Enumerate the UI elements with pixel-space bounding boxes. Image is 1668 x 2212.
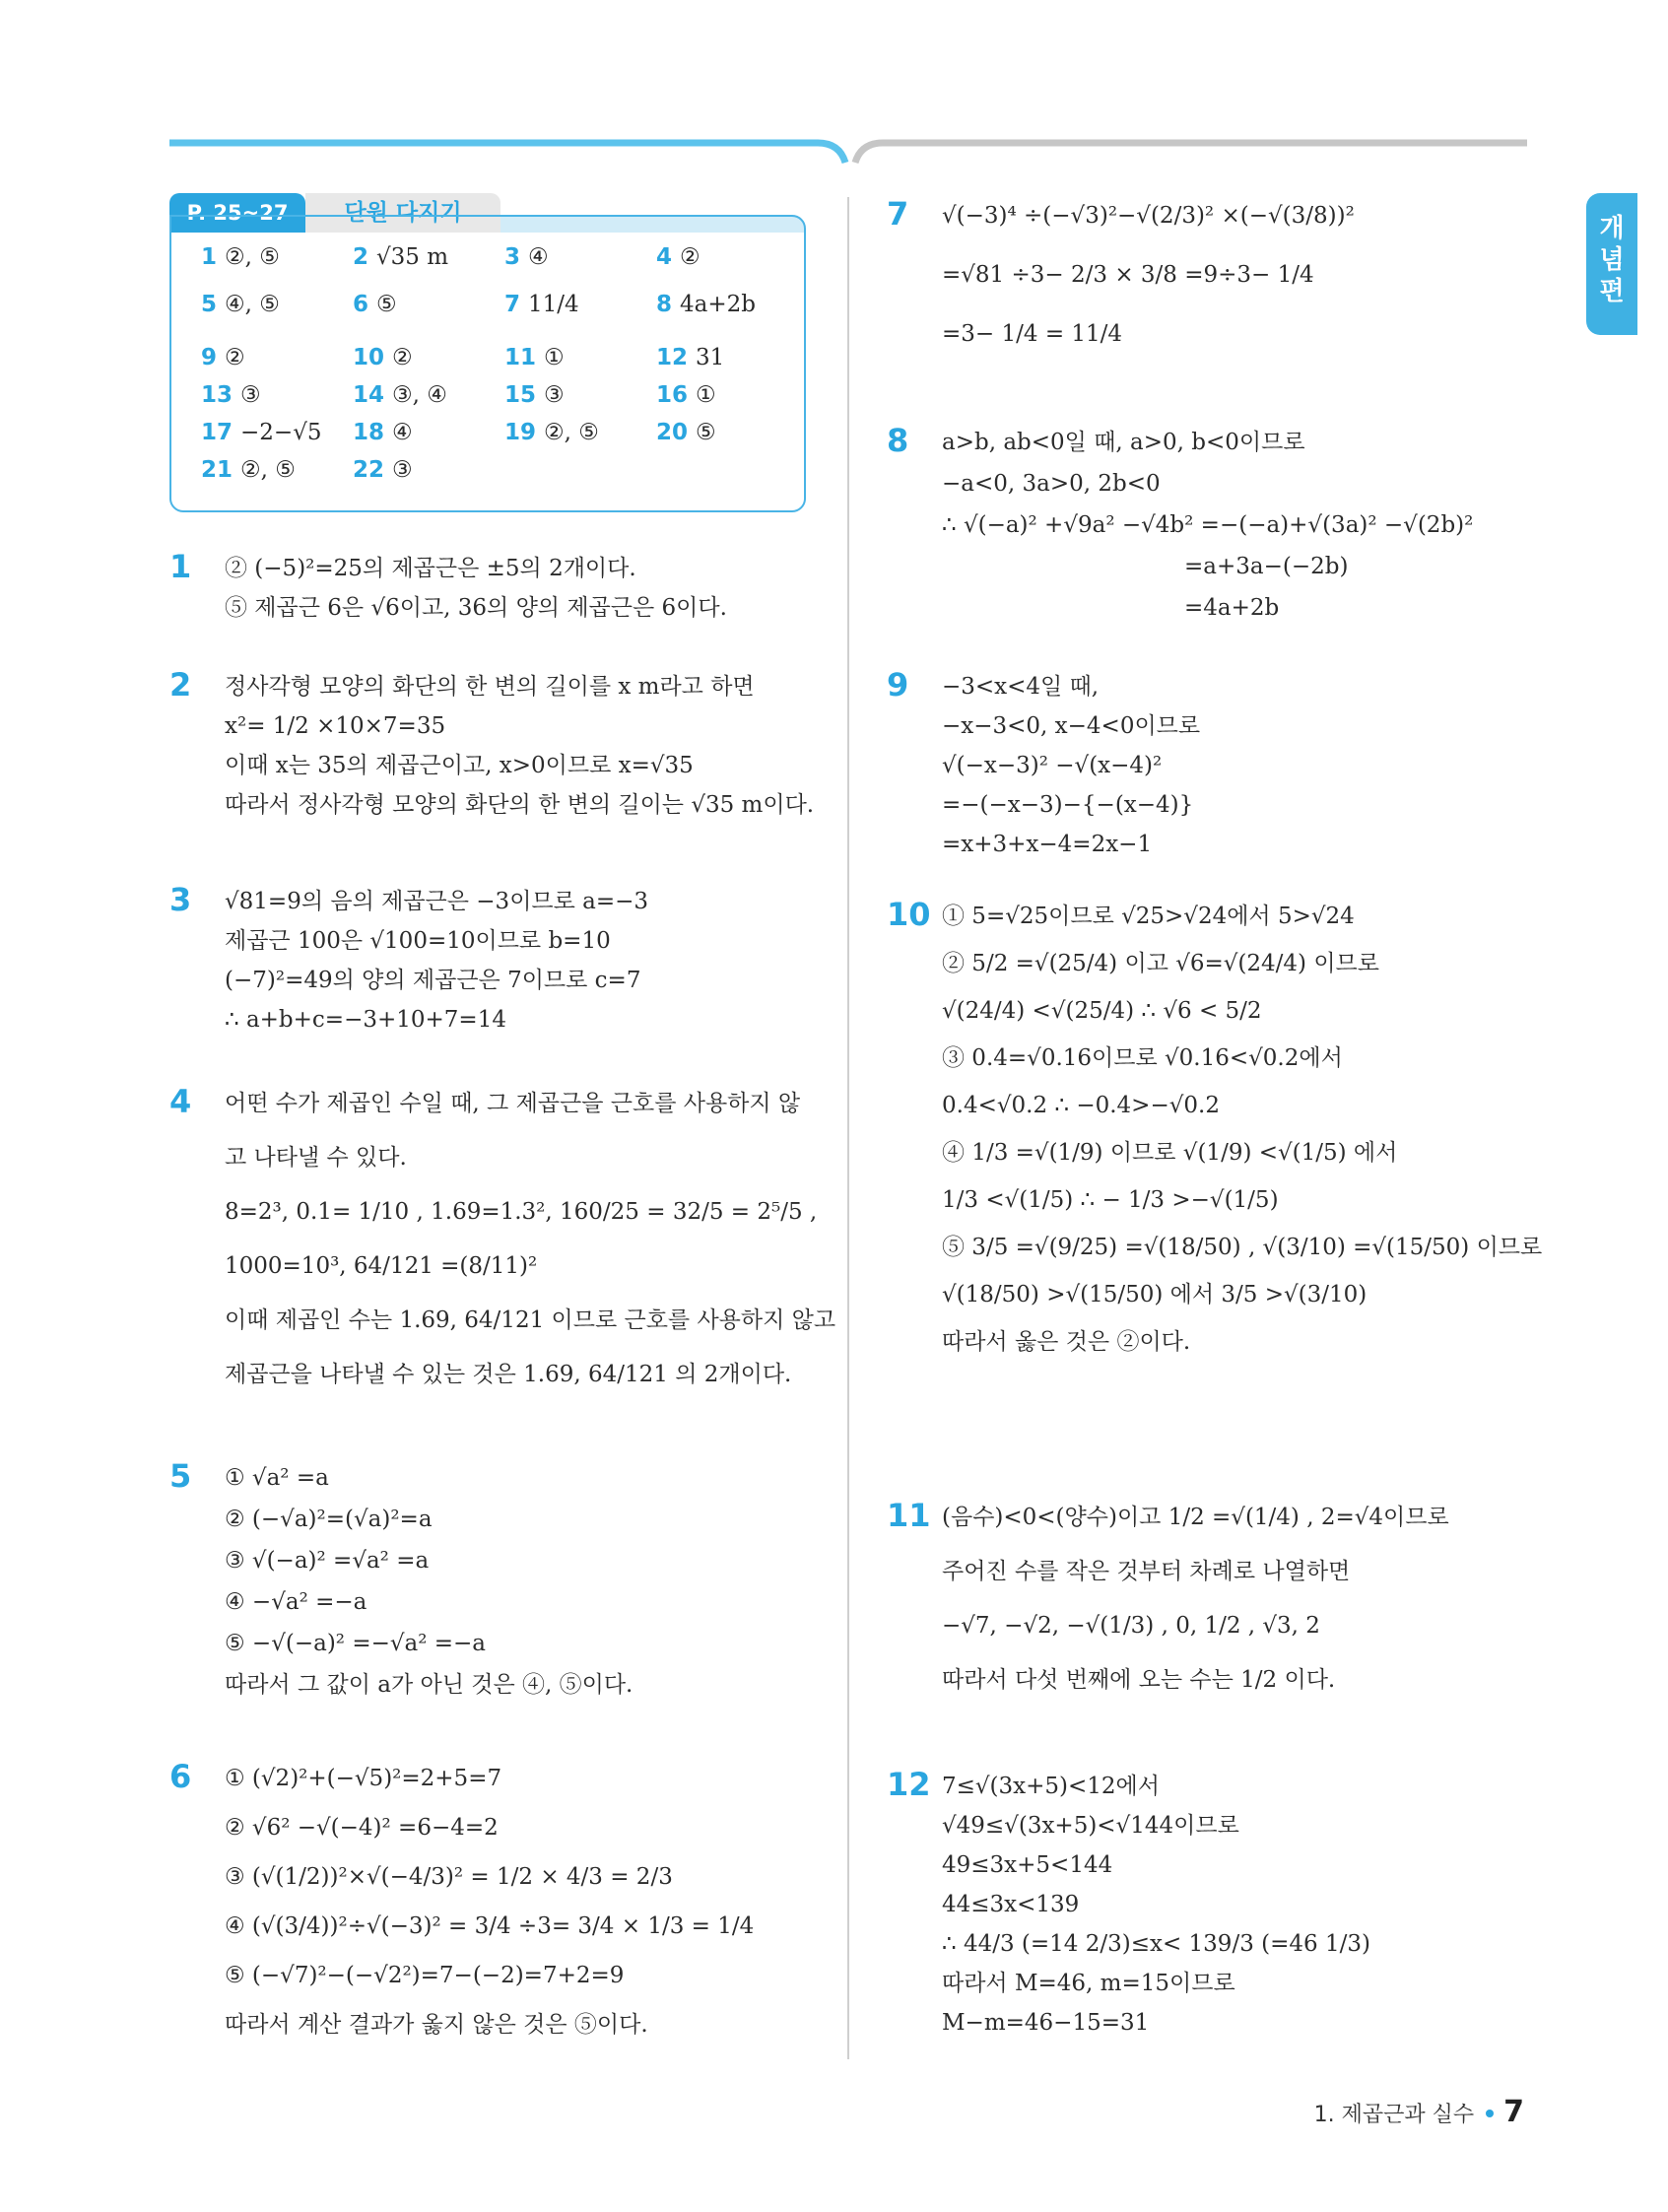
answer-value: 11/4	[528, 292, 579, 317]
problem-number: 11	[887, 1497, 931, 1534]
answer-value: ②	[392, 345, 413, 370]
answer-number: 21	[201, 457, 234, 483]
answer-value: ③	[392, 457, 413, 483]
solution-line: 44≤3x<139	[942, 1892, 1080, 1917]
answer-number: 22	[353, 457, 385, 483]
answer-value: ②	[680, 244, 701, 270]
answer-item	[656, 420, 716, 445]
answer-item	[656, 244, 701, 270]
problem-number: 10	[887, 896, 931, 933]
solution-line: 7≤√(3x+5)<12에서	[942, 1774, 1160, 1799]
answer-number: 16	[656, 382, 689, 408]
solution-line: (−7)²=49의 양의 제곱근은 7이므로 c=7	[225, 968, 641, 993]
problem-number: 5	[169, 1457, 192, 1495]
solution-line: −x−3<0, x−4<0이므로	[942, 713, 1201, 739]
problem-number: 9	[887, 666, 909, 704]
column-divider	[847, 197, 849, 2059]
solution-line: 따라서 정사각형 모양의 화단의 한 변의 길이는 √35 m이다.	[225, 792, 815, 818]
solution-line: ② (−5)²=25의 제곱근은 ±5의 2개이다.	[225, 556, 636, 581]
answer-number: 15	[504, 382, 537, 408]
answer-item	[201, 244, 280, 270]
section-tab-label: 개념편	[1599, 214, 1625, 306]
answer-number: 17	[201, 420, 234, 445]
answer-value: ①	[544, 345, 565, 370]
answer-number: 13	[201, 382, 234, 408]
bullet-icon	[1486, 2110, 1494, 2117]
answer-number: 8	[656, 292, 673, 317]
solution-line: x²= 1/2 ×10×7=35	[225, 713, 446, 739]
answer-number: 18	[353, 420, 385, 445]
chapter-title: 1. 제곱근과 실수	[1313, 2103, 1475, 2127]
page-range-tab: P. 25~27	[169, 193, 305, 233]
answer-item	[353, 420, 413, 445]
answer-number: 19	[504, 420, 537, 445]
solution-line: ① (√2)²+(−√5)²=2+5=7	[225, 1766, 502, 1791]
answer-value: ⑤	[696, 420, 716, 445]
answer-number: 12	[656, 345, 689, 370]
solution-line: 따라서 계산 결과가 옳지 않은 것은 ⑤이다.	[225, 2012, 648, 2038]
solution-line: 1000=10³, 64/121 =(8/11)²	[225, 1253, 538, 1279]
answer-number: 6	[353, 292, 369, 317]
problem-number: 1	[169, 548, 192, 585]
solution-line: −3<x<4일 때,	[942, 674, 1100, 700]
answer-number: 14	[353, 382, 385, 408]
answer-item	[353, 345, 413, 370]
solution-line: 제곱근 100은 √100=10이므로 b=10	[225, 928, 611, 954]
answer-value: ③, ④	[392, 382, 447, 408]
answer-number: 1	[201, 244, 218, 270]
answer-value: ⑤	[376, 292, 397, 317]
answer-value: √35 m	[376, 244, 449, 270]
solution-line: −√7, −√2, −√(1/3) , 0, 1/2 , √3, 2	[942, 1613, 1320, 1639]
answer-item	[201, 382, 261, 408]
solution-line: ③ √(−a)² =√a² =a	[225, 1548, 430, 1574]
answer-item	[201, 345, 245, 370]
solution-line: ⑤ (−√7)²−(−√2²)=7−(−2)=7+2=9	[225, 1963, 625, 1988]
answer-value: ③	[544, 382, 565, 408]
solution-line: √81=9의 음의 제곱근은 −3이므로 a=−3	[225, 889, 649, 914]
solution-line: ② 5/2 =√(25/4) 이고 √6=√(24/4) 이므로	[942, 951, 1379, 976]
answer-value: ④, ⑤	[225, 292, 280, 317]
solution-line: ④ 1/3 =√(1/9) 이므로 √(1/9) <√(1/5) 에서	[942, 1140, 1398, 1166]
solution-line: ① √a² =a	[225, 1465, 329, 1491]
answer-value: 4a+2b	[680, 292, 756, 317]
solution-line: ∴ 44/3 (=14 2/3)≤x< 139/3 (=46 1/3)	[942, 1931, 1370, 1957]
solution-line: ∴ a+b+c=−3+10+7=14	[225, 1007, 506, 1033]
solution-line: a>b, ab<0일 때, a>0, b<0이므로	[942, 430, 1305, 455]
answer-item	[353, 292, 397, 317]
solution-line: √(24/4) <√(25/4) ∴ √6 < 5/2	[942, 998, 1262, 1024]
answer-number: 5	[201, 292, 218, 317]
answer-value: ③	[240, 382, 261, 408]
answer-item	[201, 457, 296, 483]
header-bar	[0, 0, 1668, 168]
solution-line: =4a+2b	[1184, 595, 1280, 621]
solution-line: ③ (√(1/2))²×√(−4/3)² = 1/2 × 4/3 = 2/3	[225, 1864, 673, 1890]
solution-line: (음수)<0<(양수)이고 1/2 =√(1/4) , 2=√4이므로	[942, 1505, 1449, 1530]
answer-number: 2	[353, 244, 369, 270]
answer-number: 10	[353, 345, 385, 370]
solution-line: 따라서 다섯 번째에 오는 수는 1/2 이다.	[942, 1667, 1336, 1693]
answer-value: 31	[696, 345, 725, 370]
solution-line: =3− 1/4 = 11/4	[942, 321, 1123, 347]
problem-number: 8	[887, 422, 909, 459]
solution-line: ② √6² −√(−4)² =6−4=2	[225, 1815, 499, 1841]
solution-line: ④ (√(3/4))²÷√(−3)² = 3/4 ÷3= 3/4 × 1/3 = 1/4	[225, 1913, 755, 1939]
page-number: 7	[1503, 2095, 1524, 2129]
answer-value: ②, ⑤	[544, 420, 599, 445]
answer-item	[656, 292, 756, 317]
answer-number: 11	[504, 345, 537, 370]
solution-line: 제곱근을 나타낼 수 있는 것은 1.69, 64/121 의 2개이다.	[225, 1362, 792, 1387]
solution-line: 1/3 <√(1/5) ∴ − 1/3 >−√(1/5)	[942, 1187, 1279, 1213]
answer-value: ②	[225, 345, 245, 370]
solution-line: M−m=46−15=31	[942, 2010, 1150, 2036]
solution-line: √(−3)⁴ ÷(−√3)²−√(2/3)² ×(−√(3/8))²	[942, 203, 1355, 229]
answer-number: 3	[504, 244, 521, 270]
solution-line: =x+3+x−4=2x−1	[942, 832, 1153, 857]
answer-item	[201, 292, 280, 317]
problem-number: 2	[169, 666, 192, 704]
solution-line: −a<0, 3a>0, 2b<0	[942, 471, 1161, 497]
solution-line: √49≤√(3x+5)<√144이므로	[942, 1813, 1239, 1839]
solution-line: ① 5=√25이므로 √25>√24에서 5>√24	[942, 904, 1355, 929]
solution-line: 이때 제곱인 수는 1.69, 64/121 이므로 근호를 사용하지 않고	[225, 1307, 836, 1333]
answer-value: ④	[392, 420, 413, 445]
answer-number: 20	[656, 420, 689, 445]
solution-line: 정사각형 모양의 화단의 한 변의 길이를 x m라고 하면	[225, 674, 755, 700]
answer-item	[353, 382, 447, 408]
solution-line: 49≤3x+5<144	[942, 1852, 1113, 1878]
answer-box-title: 단원 다지기	[305, 193, 500, 233]
answer-number: 4	[656, 244, 673, 270]
solution-line: =√81 ÷3− 2/3 × 3/8 =9÷3− 1/4	[942, 262, 1314, 288]
solution-line: 이때 x는 35의 제곱근이고, x>0이므로 x=√35	[225, 753, 694, 778]
solution-line: 따라서 그 값이 a가 아닌 것은 ④, ⑤이다.	[225, 1672, 634, 1698]
solution-line: ⑤ 제곱근 6은 √6이고, 36의 양의 제곱근은 6이다.	[225, 595, 727, 621]
problem-number: 3	[169, 881, 192, 918]
solution-line: ⑤ 3/5 =√(9/25) =√(18/50) , √(3/10) =√(15/50) 이므로	[942, 1235, 1543, 1260]
section-tab	[1586, 193, 1637, 335]
answer-value: ②, ⑤	[240, 457, 296, 483]
solution-line: =−(−x−3)−{−(x−4)}	[942, 792, 1194, 818]
solution-line: 고 나타낼 수 있다.	[225, 1145, 407, 1171]
answer-number: 9	[201, 345, 218, 370]
page-footer	[1314, 2095, 1524, 2129]
answer-value: ①	[696, 382, 716, 408]
solution-line: =a+3a−(−2b)	[1184, 554, 1349, 579]
problem-number: 6	[169, 1758, 192, 1795]
solution-line: ② (−√a)²=(√a)²=a	[225, 1507, 433, 1532]
answer-item	[656, 345, 724, 370]
answer-item	[504, 345, 565, 370]
solution-line: ⑤ −√(−a)² =−√a² =−a	[225, 1631, 487, 1656]
answer-item	[353, 457, 413, 483]
solution-line: 8=2³, 0.1= 1/10 , 1.69=1.3², 160/25 = 32/5 = 2⁵/5 ,	[225, 1199, 818, 1225]
answer-value: ④	[528, 244, 549, 270]
answer-item	[504, 244, 549, 270]
answer-item	[353, 244, 448, 270]
solution-line: 어떤 수가 제곱인 수일 때, 그 제곱근을 근호를 사용하지 않	[225, 1091, 801, 1116]
solution-line: ④ −√a² =−a	[225, 1589, 367, 1615]
solution-line: 따라서 M=46, m=15이므로	[942, 1971, 1235, 1996]
solution-line: ∴ √(−a)² +√9a² −√4b² =−(−a)+√(3a)² −√(2b)²	[942, 512, 1474, 538]
answer-item	[504, 292, 579, 317]
answer-item	[504, 382, 565, 408]
solution-line: √(18/50) >√(15/50) 에서 3/5 >√(3/10)	[942, 1282, 1368, 1307]
problem-number: 12	[887, 1766, 931, 1803]
answer-item	[656, 382, 716, 408]
solution-line: 0.4<√0.2 ∴ −0.4>−√0.2	[942, 1093, 1220, 1118]
problem-number: 7	[887, 195, 909, 233]
answer-item	[504, 420, 599, 445]
solution-line: ③ 0.4=√0.16이므로 √0.16<√0.2에서	[942, 1045, 1343, 1071]
solution-line: 따라서 옳은 것은 ②이다.	[942, 1329, 1191, 1355]
problem-number: 4	[169, 1083, 192, 1120]
answer-value: ②, ⑤	[225, 244, 280, 270]
answer-item	[201, 420, 321, 445]
solution-line: √(−x−3)² −√(x−4)²	[942, 753, 1163, 778]
solution-line: 주어진 수를 작은 것부터 차례로 나열하면	[942, 1559, 1351, 1584]
answer-value: −2−√5	[240, 420, 322, 445]
answer-number: 7	[504, 292, 521, 317]
